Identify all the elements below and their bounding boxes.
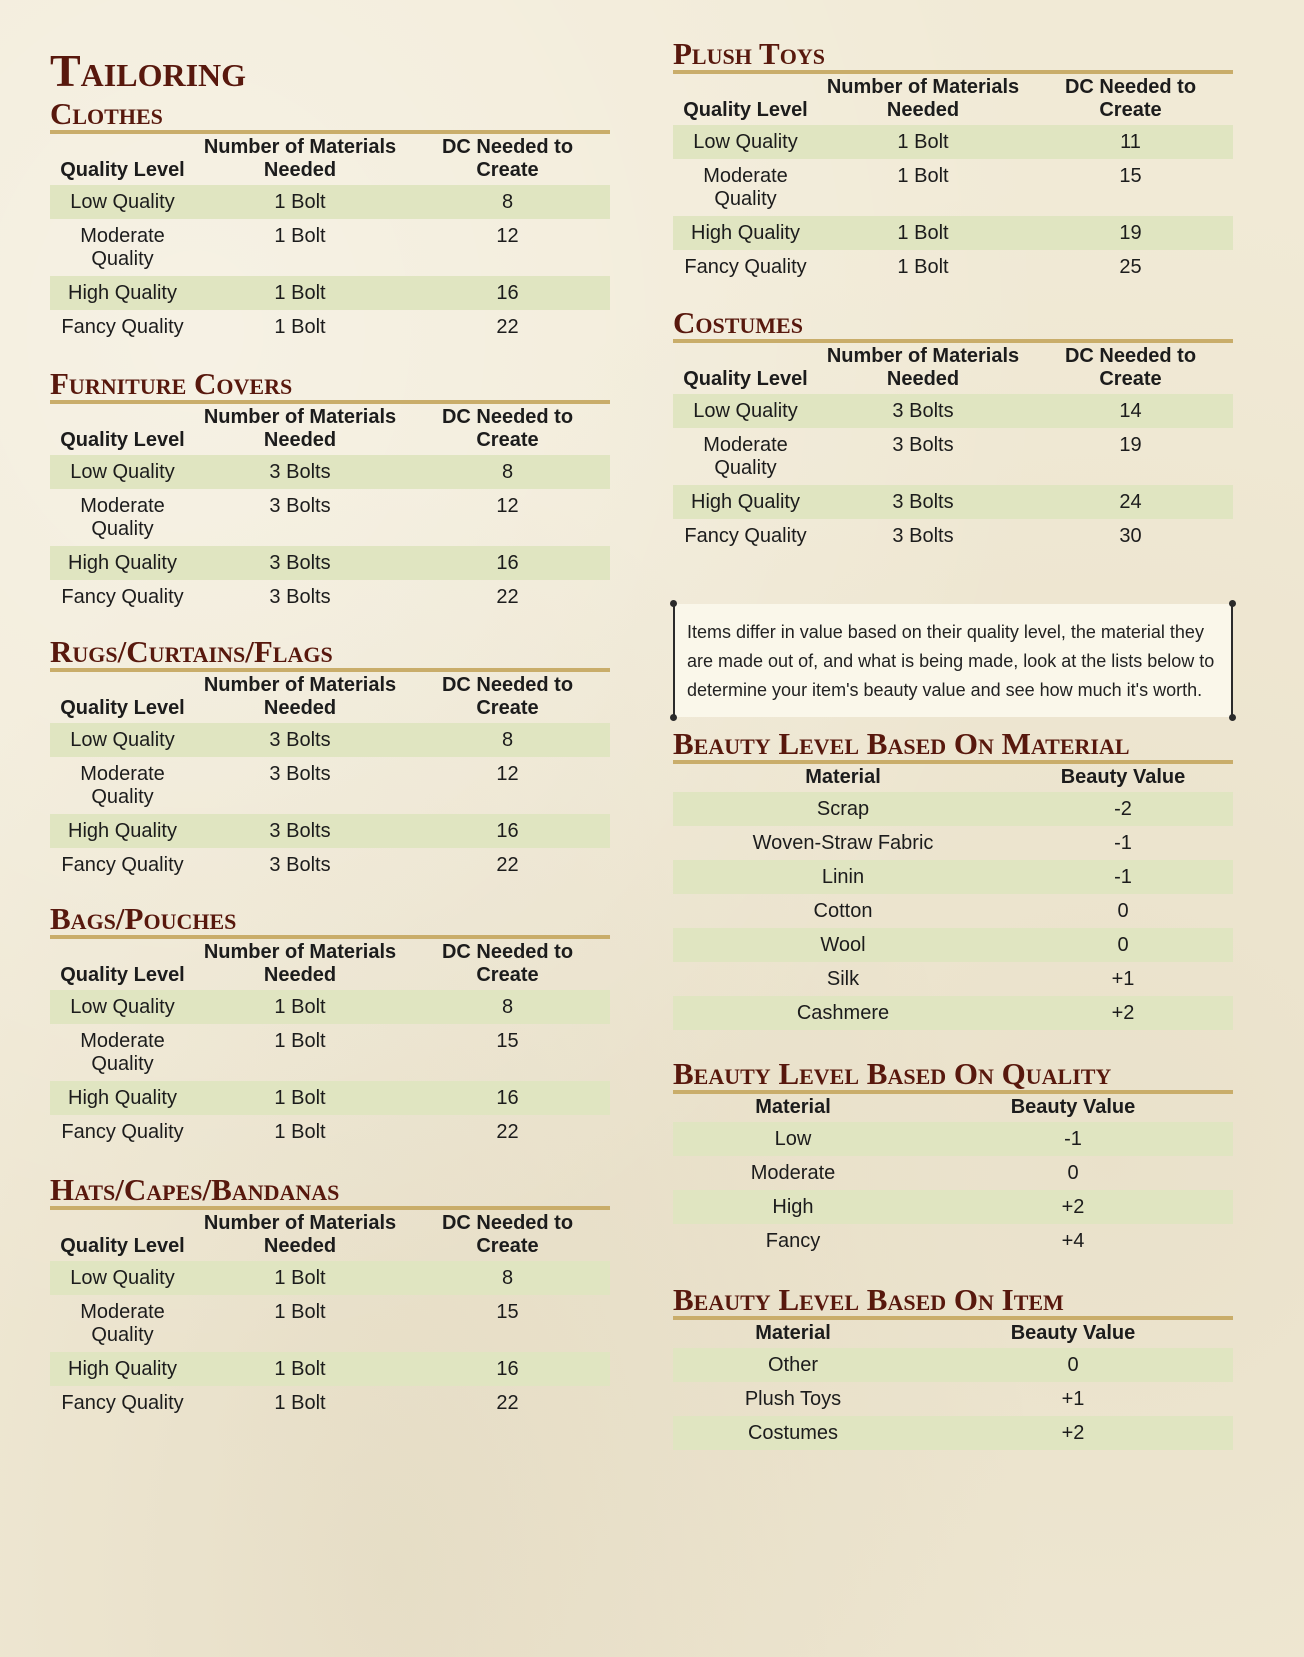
table-row xyxy=(50,1115,610,1149)
header-quality-level: Quality Level xyxy=(60,1235,185,1257)
table-row xyxy=(673,250,1233,284)
section-bags-pouches xyxy=(50,903,610,1149)
table-row xyxy=(673,996,1233,1030)
dc-cell: 8 xyxy=(405,1261,610,1295)
quality-cell: Moderate Quality xyxy=(80,1301,165,1346)
table-row xyxy=(673,894,1233,928)
table-row xyxy=(673,485,1233,519)
quality-cell: High Quality xyxy=(673,216,818,250)
table-row xyxy=(673,962,1233,996)
dc-cell: 22 xyxy=(496,854,519,876)
table-row xyxy=(50,848,610,882)
quality-cell: Fancy Quality xyxy=(61,854,184,876)
dc-cell: 15 xyxy=(496,1030,519,1052)
material-cell: Silk xyxy=(826,968,860,990)
dc-cell: 22 xyxy=(496,1121,519,1143)
quality-cell: Fancy Quality xyxy=(684,525,807,547)
table-header-row xyxy=(673,343,1233,394)
table-row xyxy=(673,1348,1233,1382)
materials-cell: 1 Bolt xyxy=(274,1030,326,1052)
header-dc-needed: DC Needed to Create xyxy=(441,406,574,451)
table-row xyxy=(673,1122,1233,1156)
header-material: Material xyxy=(805,766,881,788)
quality-cell: Fancy Quality xyxy=(61,316,184,338)
craft-table xyxy=(50,939,610,1149)
quality-cell: High Quality xyxy=(50,1081,195,1115)
section-rugs-curtains-flags xyxy=(50,636,610,882)
dc-cell: 8 xyxy=(405,185,610,219)
beauty-value-cell: +2 xyxy=(913,1190,1233,1224)
material-cell: Scrap xyxy=(673,792,1013,826)
table-row xyxy=(673,1156,1233,1190)
material-cell: Fancy xyxy=(765,1230,821,1252)
header-beauty-value: Beauty Value xyxy=(1060,766,1186,788)
beauty-value-cell: -1 xyxy=(1013,860,1233,894)
section-title: Costumes xyxy=(673,307,1233,343)
table-row xyxy=(673,216,1233,250)
table-row xyxy=(50,1295,610,1352)
beauty-value-cell: -1 xyxy=(913,1122,1233,1156)
material-cell: Low xyxy=(673,1122,913,1156)
table-row xyxy=(673,826,1233,860)
materials-cell: 3 Bolts xyxy=(892,434,954,456)
quality-cell: Low Quality xyxy=(673,394,818,428)
table-row xyxy=(50,814,610,848)
dc-cell: 16 xyxy=(405,1352,610,1386)
materials-cell: 1 Bolt xyxy=(195,1261,405,1295)
materials-cell: 3 Bolts xyxy=(195,546,405,580)
table-row xyxy=(673,519,1233,553)
section-title: Beauty Level Based On Material xyxy=(673,728,1233,764)
dc-cell: 25 xyxy=(1119,256,1142,278)
craft-table xyxy=(50,134,610,344)
table-row xyxy=(673,792,1233,826)
material-cell: Costumes xyxy=(673,1416,913,1450)
table-row xyxy=(673,860,1233,894)
header-quality-level: Quality Level xyxy=(683,99,808,121)
craft-table xyxy=(673,74,1233,284)
section-hats-capes-bandanas xyxy=(50,1174,610,1420)
beauty-value-cell: 0 xyxy=(1067,1162,1079,1184)
header-materials-needed: Number of Materials Needed xyxy=(203,674,397,719)
section-furniture-covers xyxy=(50,368,610,614)
dc-cell: 12 xyxy=(496,495,519,517)
material-cell: Cotton xyxy=(813,900,873,922)
dc-cell: 22 xyxy=(496,316,519,338)
materials-cell: 3 Bolts xyxy=(818,394,1028,428)
table-row xyxy=(673,1416,1233,1450)
page-title: Tailoring xyxy=(50,45,247,96)
quality-cell: Moderate Quality xyxy=(80,763,165,808)
craft-table xyxy=(673,343,1233,553)
dc-cell: 24 xyxy=(1028,485,1233,519)
materials-cell: 1 Bolt xyxy=(818,125,1028,159)
dc-cell: 8 xyxy=(405,723,610,757)
materials-cell: 1 Bolt xyxy=(195,185,405,219)
material-cell: Linin xyxy=(673,860,1013,894)
materials-cell: 3 Bolts xyxy=(269,495,331,517)
materials-cell: 3 Bolts xyxy=(269,854,331,876)
table-header-row xyxy=(50,1210,610,1261)
table-row xyxy=(673,928,1233,962)
section-title: Rugs/Curtains/Flags xyxy=(50,636,610,672)
quality-cell: High Quality xyxy=(50,1352,195,1386)
table-row xyxy=(50,489,610,546)
quality-cell: Moderate Quality xyxy=(80,1030,165,1075)
section-title: Beauty Level Based On Quality xyxy=(673,1058,1233,1094)
header-dc-needed: DC Needed to Create xyxy=(441,941,574,986)
quality-cell: Low Quality xyxy=(50,185,195,219)
table-row xyxy=(50,990,610,1024)
materials-cell: 1 Bolt xyxy=(195,1081,405,1115)
dc-cell: 16 xyxy=(405,814,610,848)
materials-cell: 1 Bolt xyxy=(195,276,405,310)
quality-cell: High Quality xyxy=(50,814,195,848)
materials-cell: 1 Bolt xyxy=(274,1392,326,1414)
header-materials-needed: Number of Materials Needed xyxy=(203,136,397,181)
section-beauty-level-based-on-quality xyxy=(673,1058,1233,1258)
corner-dot-icon xyxy=(670,600,677,607)
beauty-value-cell: +2 xyxy=(913,1416,1233,1450)
dc-cell: 8 xyxy=(405,990,610,1024)
dc-cell: 22 xyxy=(496,586,519,608)
quality-cell: Low Quality xyxy=(50,455,195,489)
table-row xyxy=(673,1382,1233,1416)
section-title: Bags/Pouches xyxy=(50,903,610,939)
table-header-row xyxy=(673,74,1233,125)
craft-table xyxy=(50,404,610,614)
header-quality-level: Quality Level xyxy=(60,964,185,986)
header-materials-needed: Number of Materials Needed xyxy=(203,941,397,986)
table-row xyxy=(50,1386,610,1420)
quality-cell: Moderate Quality xyxy=(703,434,788,479)
dc-cell: 8 xyxy=(405,455,610,489)
section-title: Hats/Capes/Bandanas xyxy=(50,1174,610,1210)
materials-cell: 3 Bolts xyxy=(195,723,405,757)
table-row xyxy=(50,1081,610,1115)
header-materials-needed: Number of Materials Needed xyxy=(826,345,1020,390)
table-row xyxy=(673,159,1233,216)
note-text: Items differ in value based on their quality level, the material they are made out of, and what is being made, look at the lists below to determine your item's beauty value and see how much it's worth. xyxy=(687,622,1215,700)
table-row xyxy=(673,1224,1233,1258)
header-quality-level: Quality Level xyxy=(60,697,185,719)
materials-cell: 1 Bolt xyxy=(897,165,949,187)
dc-cell: 14 xyxy=(1028,394,1233,428)
quality-cell: Fancy Quality xyxy=(61,1121,184,1143)
beauty-value-cell: 0 xyxy=(1013,928,1233,962)
note-box xyxy=(673,604,1233,717)
material-cell: Wool xyxy=(673,928,1013,962)
quality-cell: Fancy Quality xyxy=(61,586,184,608)
table-row xyxy=(50,455,610,489)
header-dc-needed: DC Needed to Create xyxy=(441,1212,574,1257)
beauty-table xyxy=(673,1094,1233,1258)
materials-cell: 1 Bolt xyxy=(274,316,326,338)
header-quality-level: Quality Level xyxy=(683,368,808,390)
materials-cell: 1 Bolt xyxy=(897,256,949,278)
dc-cell: 15 xyxy=(496,1301,519,1323)
table-row xyxy=(50,1024,610,1081)
header-quality-level: Quality Level xyxy=(60,159,185,181)
table-header-row xyxy=(673,764,1233,792)
table-row xyxy=(673,1190,1233,1224)
materials-cell: 3 Bolts xyxy=(195,814,405,848)
material-cell: Other xyxy=(673,1348,913,1382)
table-header-row xyxy=(50,134,610,185)
corner-dot-icon xyxy=(670,714,677,721)
section-title: Furniture Covers xyxy=(50,368,610,404)
material-cell: Cashmere xyxy=(673,996,1013,1030)
section-title: Plush Toys xyxy=(673,38,1233,74)
dc-cell: 11 xyxy=(1028,125,1233,159)
dc-cell: 30 xyxy=(1119,525,1142,547)
quality-cell: Low Quality xyxy=(50,723,195,757)
quality-cell: High Quality xyxy=(50,546,195,580)
materials-cell: 1 Bolt xyxy=(274,225,326,247)
table-header-row xyxy=(50,404,610,455)
table-header-row xyxy=(50,939,610,990)
material-cell: Moderate xyxy=(750,1162,836,1184)
corner-dot-icon xyxy=(1229,714,1236,721)
quality-cell: High Quality xyxy=(50,276,195,310)
header-dc-needed: DC Needed to Create xyxy=(441,136,574,181)
quality-cell: Low Quality xyxy=(673,125,818,159)
quality-cell: Moderate Quality xyxy=(80,495,165,540)
header-dc-needed: DC Needed to Create xyxy=(441,674,574,719)
header-material: Material xyxy=(755,1096,831,1118)
quality-cell: Fancy Quality xyxy=(684,256,807,278)
table-row xyxy=(50,1261,610,1295)
beauty-value-cell: +2 xyxy=(1013,996,1233,1030)
dc-cell: 22 xyxy=(496,1392,519,1414)
section-costumes xyxy=(673,307,1233,553)
header-materials-needed: Number of Materials Needed xyxy=(203,406,397,451)
craft-table xyxy=(50,672,610,882)
header-materials-needed: Number of Materials Needed xyxy=(203,1212,397,1257)
quality-cell: Fancy Quality xyxy=(61,1392,184,1414)
table-row xyxy=(50,276,610,310)
dc-cell: 12 xyxy=(496,763,519,785)
materials-cell: 1 Bolt xyxy=(195,990,405,1024)
quality-cell: High Quality xyxy=(673,485,818,519)
material-cell: Plush Toys xyxy=(744,1388,842,1410)
materials-cell: 3 Bolts xyxy=(892,525,954,547)
materials-cell: 3 Bolts xyxy=(269,763,331,785)
materials-cell: 1 Bolt xyxy=(818,216,1028,250)
beauty-value-cell: +1 xyxy=(1111,968,1135,990)
beauty-value-cell: 0 xyxy=(1117,900,1129,922)
table-row xyxy=(50,310,610,344)
table-row xyxy=(50,723,610,757)
section-clothes xyxy=(50,98,610,344)
section-beauty-level-based-on-item xyxy=(673,1284,1233,1450)
table-row xyxy=(50,580,610,614)
beauty-value-cell: 0 xyxy=(913,1348,1233,1382)
dc-cell: 19 xyxy=(1119,434,1142,456)
material-cell: Woven-Straw Fabric xyxy=(752,832,934,854)
table-row xyxy=(673,394,1233,428)
header-beauty-value: Beauty Value xyxy=(1010,1322,1136,1344)
craft-table xyxy=(50,1210,610,1420)
corner-dot-icon xyxy=(1229,600,1236,607)
quality-cell: Low Quality xyxy=(50,990,195,1024)
dc-cell: 16 xyxy=(405,276,610,310)
table-row xyxy=(50,757,610,814)
materials-cell: 1 Bolt xyxy=(195,1352,405,1386)
header-material: Material xyxy=(755,1322,831,1344)
beauty-value-cell: +1 xyxy=(1061,1388,1085,1410)
section-beauty-level-based-on-material xyxy=(673,728,1233,1030)
table-row xyxy=(673,125,1233,159)
dc-cell: 19 xyxy=(1028,216,1233,250)
section-title: Beauty Level Based On Item xyxy=(673,1284,1233,1320)
header-dc-needed: DC Needed to Create xyxy=(1064,345,1197,390)
table-row xyxy=(50,1352,610,1386)
quality-cell: Moderate Quality xyxy=(703,165,788,210)
table-row xyxy=(50,219,610,276)
header-dc-needed: DC Needed to Create xyxy=(1064,76,1197,121)
materials-cell: 3 Bolts xyxy=(818,485,1028,519)
header-materials-needed: Number of Materials Needed xyxy=(826,76,1020,121)
materials-cell: 1 Bolt xyxy=(274,1121,326,1143)
header-beauty-value: Beauty Value xyxy=(1010,1096,1136,1118)
materials-cell: 3 Bolts xyxy=(195,455,405,489)
section-plush-toys xyxy=(673,38,1233,284)
table-header-row xyxy=(673,1094,1233,1122)
quality-cell: Low Quality xyxy=(50,1261,195,1295)
header-quality-level: Quality Level xyxy=(60,429,185,451)
beauty-value-cell: -1 xyxy=(1114,832,1132,854)
table-row xyxy=(50,546,610,580)
material-cell: High xyxy=(673,1190,913,1224)
table-row xyxy=(50,185,610,219)
dc-cell: 12 xyxy=(496,225,519,247)
table-header-row xyxy=(50,672,610,723)
materials-cell: 3 Bolts xyxy=(269,586,331,608)
beauty-value-cell: +4 xyxy=(1061,1230,1085,1252)
beauty-value-cell: -2 xyxy=(1013,792,1233,826)
table-row xyxy=(673,428,1233,485)
beauty-table xyxy=(673,1320,1233,1450)
quality-cell: Moderate Quality xyxy=(80,225,165,270)
table-header-row xyxy=(673,1320,1233,1348)
section-title: Clothes xyxy=(50,98,610,134)
beauty-table xyxy=(673,764,1233,1030)
dc-cell: 15 xyxy=(1119,165,1142,187)
dc-cell: 16 xyxy=(405,546,610,580)
materials-cell: 1 Bolt xyxy=(274,1301,326,1323)
dc-cell: 16 xyxy=(405,1081,610,1115)
